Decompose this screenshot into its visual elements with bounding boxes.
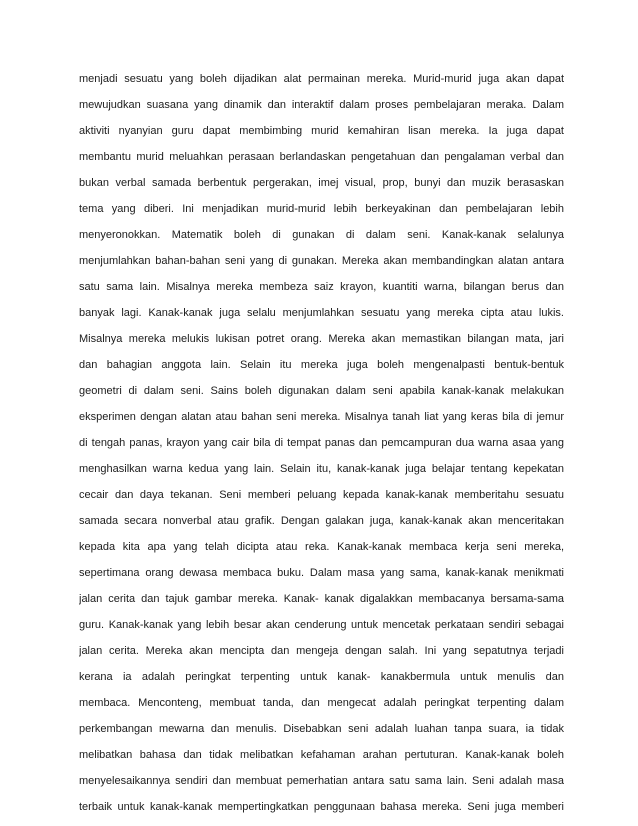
text-line: cecair dan daya tekanan. Seni memberi peluang kepada kanak-kanak memberitahu sesuatu <box>79 489 564 501</box>
text-line: menghasilkan warna kedua yang lain. Selain itu, kanak-kanak juga belajar tentang kepekatan <box>79 463 564 475</box>
text-line: kerana ia adalah peringkat terpenting untuk kanak- kanakbermula untuk menulis dan <box>79 671 564 683</box>
text-line: aktiviti nyanyian guru dapat membimbing murid kemahiran lisan mereka. Ia juga dapat <box>79 125 564 137</box>
text-line: melibatkan bahasa dan tidak melibatkan kefahaman arahan pertuturan. Kanak-kanak boleh <box>79 749 564 761</box>
text-line: perkembangan mewarna dan menulis. Disebabkan seni adalah luahan tanpa suara, ia tidak <box>79 723 564 735</box>
text-line: Misalnya mereka melukis lukisan potret orang. Mereka akan memastikan bilangan mata, jari <box>79 333 564 345</box>
text-line: kepada kita apa yang telah dicipta atau reka. Kanak-kanak membaca kerja seni mereka, <box>79 541 564 553</box>
text-line: jalan cerita dan tajuk gambar mereka. Kanak- kanak digalakkan membacanya bersama-sama <box>79 593 564 605</box>
text-line: terbaik untuk kanak-kanak mempertingkatkan penggunaan bahasa mereka. Seni juga memberi <box>79 801 564 813</box>
text-line: sepertimana orang dewasa membaca buku. Dalam masa yang sama, kanak-kanak menikmati <box>79 567 564 579</box>
text-line: menjumlahkan bahan-bahan seni yang di gunakan. Mereka akan membandingkan alatan antara <box>79 255 564 267</box>
text-line: membantu murid meluahkan perasaan berlandaskan pengetahuan dan pengalaman verbal dan <box>79 151 564 163</box>
text-line: satu sama lain. Misalnya mereka membeza saiz krayon, kuantiti warna, bilangan berus dan <box>79 281 564 293</box>
text-line: tema yang diberi. Ini menjadikan murid-murid lebih berkeyakinan dan pembelajaran lebih <box>79 203 564 215</box>
text-line: samada secara nonverbal atau grafik. Dengan galakan juga, kanak-kanak akan menceritakan <box>79 515 564 527</box>
text-line: mewujudkan suasana yang dinamik dan interaktif dalam proses pembelajaran meraka. Dalam <box>79 99 564 111</box>
text-line: menyeronokkan. Matematik boleh di gunakan di dalam seni. Kanak-kanak selalunya <box>79 229 564 241</box>
text-line: membaca. Menconteng, membuat tanda, dan mengecat adalah peringkat terpenting dalam <box>79 697 564 709</box>
text-line: eksperimen dengan alatan atau bahan seni mereka. Misalnya tanah liat yang keras bila di jemur <box>79 411 564 423</box>
body-paragraph <box>79 66 564 820</box>
text-line: menyelesaikannya sendiri dan membuat pemerhatian antara satu sama lain. Seni adalah masa <box>79 775 564 787</box>
text-line: jalan cerita. Mereka akan mencipta dan mengeja dengan salah. Ini yang sepatutnya terjadi <box>79 645 564 657</box>
text-line: menjadi sesuatu yang boleh dijadikan alat permainan mereka. Murid-murid juga akan dapat <box>79 73 564 85</box>
text-line: guru. Kanak-kanak yang lebih besar akan cenderung untuk mencetak perkataan sendiri sebagai <box>79 619 564 631</box>
text-line: banyak lagi. Kanak-kanak juga selalu menjumlahkan sesuatu yang mereka cipta atau lukis. <box>79 307 564 319</box>
text-line: dan bahagian anggota lain. Selain itu mereka juga boleh mengenalpasti bentuk-bentuk <box>79 359 564 371</box>
text-line: bukan verbal samada berbentuk pergerakan, imej visual, prop, bunyi dan muzik berasaskan <box>79 177 564 189</box>
text-line: geometri di dalam seni. Sains boleh digunakan dalam seni apabila kanak-kanak melakukan <box>79 385 564 397</box>
text-line: di tengah panas, krayon yang cair bila di tempat panas dan pemcampuran dua warna asaa yang <box>79 437 564 449</box>
